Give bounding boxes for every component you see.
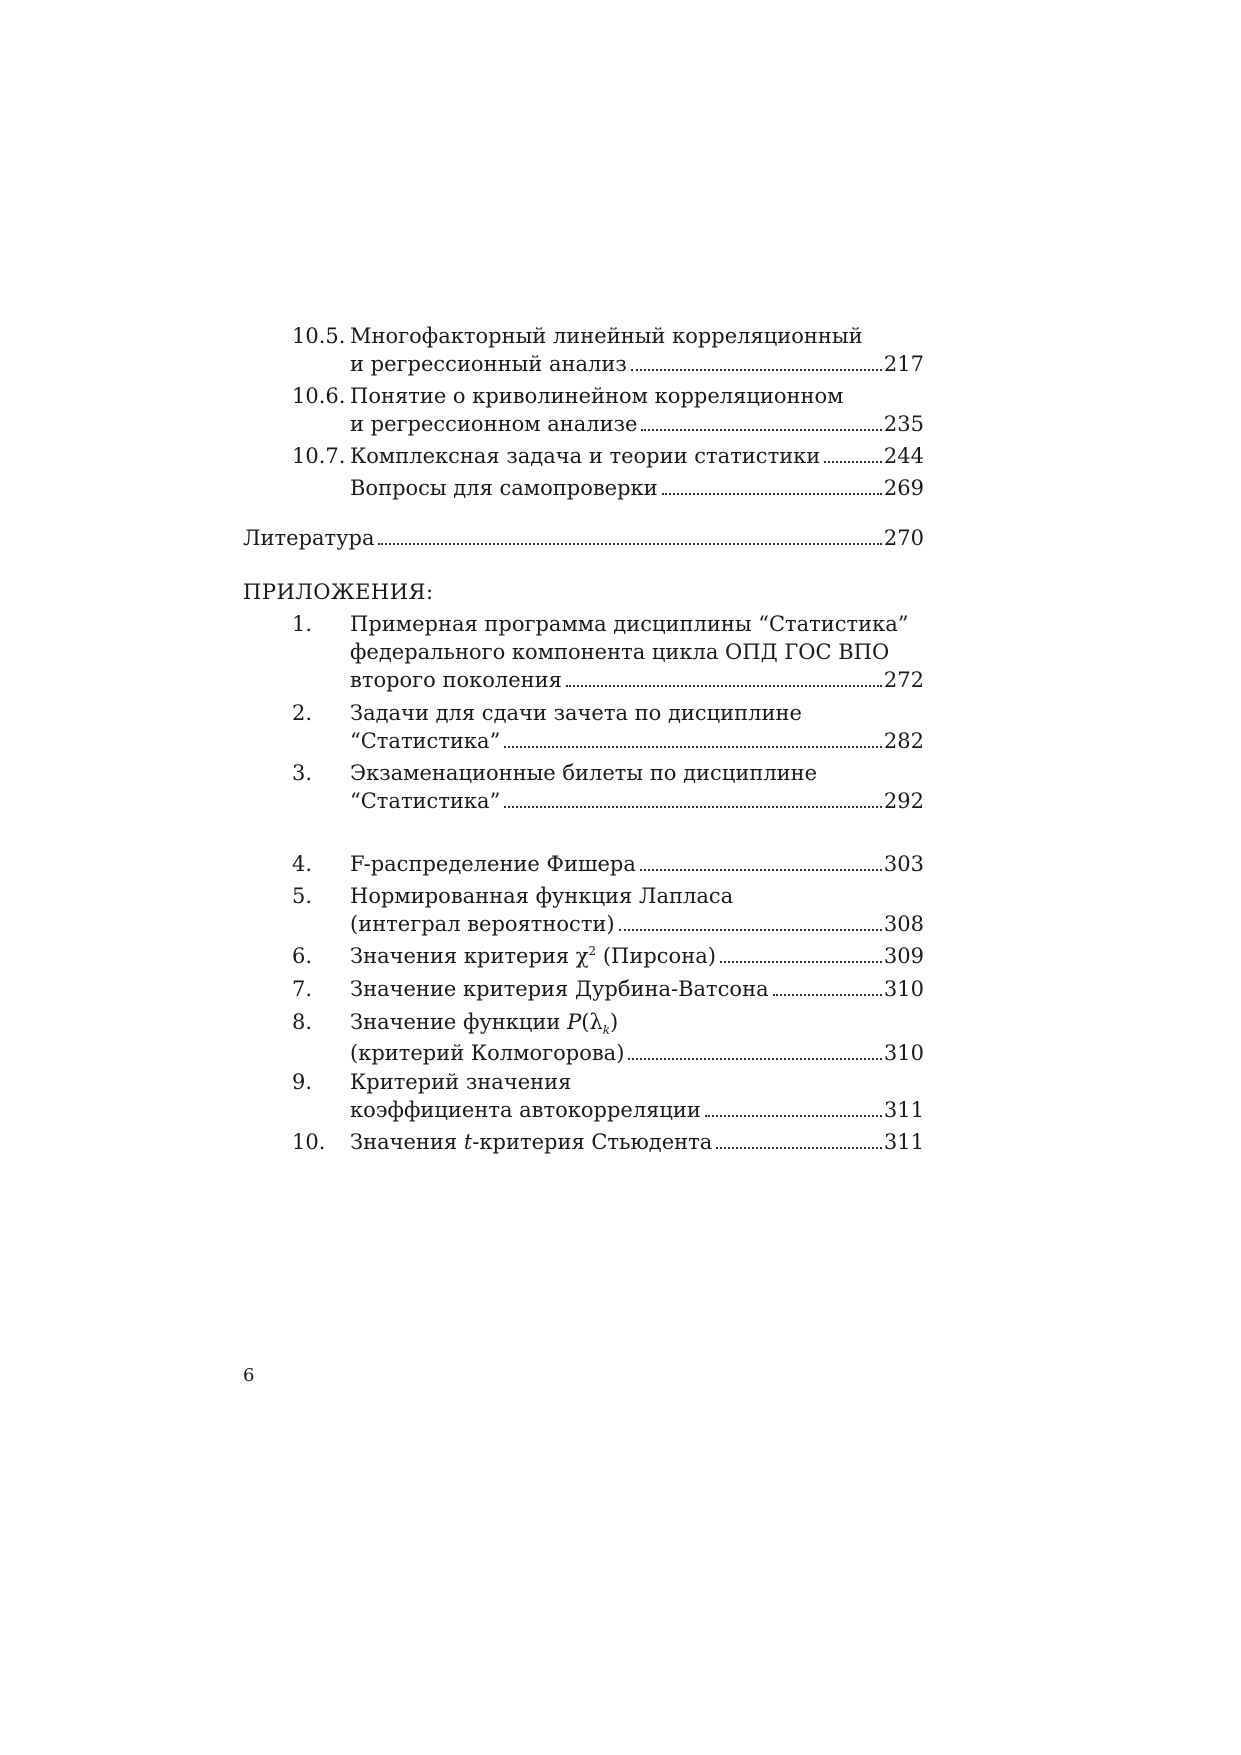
entry-title-line: Экзаменационные билеты по дисциплине	[350, 761, 818, 785]
entry-title-line: Литература	[243, 526, 375, 550]
dot-leader	[662, 493, 882, 495]
dot-leader	[705, 1115, 882, 1117]
entry-title-line: Примерная программа дисциплины “Статистика”	[350, 612, 909, 636]
entry-number: 10.6.	[292, 384, 346, 408]
dot-leader	[720, 961, 882, 963]
entry-number: 9.	[292, 1070, 313, 1094]
entry-title-line: Задачи для сдачи зачета по дисциплине	[350, 701, 802, 725]
entry-page: 292	[883, 789, 924, 813]
entry-page: 217	[883, 352, 924, 376]
entry-title-line: (интеграл вероятности)	[350, 912, 615, 936]
entry-title-line: Значения критерия $\chi^2$ (Пирсона)	[350, 944, 716, 968]
entry-page: 303	[883, 852, 924, 876]
dot-leader	[566, 685, 882, 687]
dot-leader	[640, 869, 882, 871]
entry-title-line: Комплексная задача и теории статистики	[350, 444, 821, 468]
entry-number: 1.	[292, 612, 313, 636]
dot-leader	[628, 1058, 882, 1060]
toc-entry-appendix-9[interactable]	[292, 1068, 924, 1124]
entry-number: 4.	[292, 852, 313, 876]
toc-entry-appendix-7[interactable]	[292, 975, 924, 1003]
entry-title-line: F-распределение Фишера	[350, 852, 636, 876]
dot-leader	[504, 746, 882, 748]
entry-page: 272	[883, 668, 924, 692]
entry-page: 235	[883, 412, 924, 436]
entry-number: 10.7.	[292, 444, 346, 468]
toc-entry-appendix-8[interactable]	[292, 1008, 924, 1067]
entry-title-line: Значения t-критерия Стьюдента	[350, 1130, 713, 1154]
entry-page: 311	[883, 1098, 924, 1122]
entry-page: 311	[883, 1130, 924, 1154]
entry-title-line: Значение критерия Дурбина-Ватсона	[350, 977, 769, 1001]
dot-leader	[641, 429, 881, 431]
toc-entry-appendix-3[interactable]	[292, 759, 924, 815]
entry-title-line: Нормированная функция Лапласа	[350, 884, 734, 908]
entry-number: 3.	[292, 761, 313, 785]
entry-title-line: Многофакторный линейный корреляционный	[350, 324, 863, 348]
dot-leader	[716, 1147, 882, 1149]
entry-title-line: Вопросы для самопроверки	[350, 476, 658, 500]
entry-page: 310	[883, 1041, 924, 1065]
toc-entry-literature[interactable]	[243, 524, 924, 552]
entry-page: 309	[883, 944, 924, 968]
dot-leader	[773, 994, 882, 996]
entry-title-line: Значение функции $P(\lambda_k)$	[350, 1010, 619, 1037]
dot-leader	[504, 806, 882, 808]
entry-title-line: коэффициента автокорреляции	[350, 1098, 701, 1122]
dot-leader	[378, 543, 881, 545]
toc-entry-appendix-10[interactable]	[292, 1128, 924, 1156]
entry-title-line: “Статистика”	[350, 789, 501, 813]
entry-number: 8.	[292, 1010, 313, 1034]
entry-number: 10.5.	[292, 324, 346, 348]
entry-number: 7.	[292, 977, 313, 1001]
entry-page: 270	[883, 526, 924, 550]
dot-leader	[824, 461, 882, 463]
entry-page: 269	[883, 476, 924, 500]
toc-entry-appendix-5[interactable]	[292, 882, 924, 938]
entry-page: 244	[883, 444, 924, 468]
appendix-heading: ПРИЛОЖЕНИЯ:	[243, 580, 434, 604]
toc-entry-appendix-6[interactable]	[292, 942, 924, 973]
entry-number: 2.	[292, 701, 313, 725]
toc-entry-10-5[interactable]	[292, 322, 924, 378]
entry-page: 308	[883, 912, 924, 936]
entry-title-line: Критерий значения	[350, 1070, 572, 1094]
entry-title-line: второго поколения	[350, 668, 562, 692]
entry-number: 5.	[292, 884, 313, 908]
entry-page: 310	[883, 977, 924, 1001]
entry-title-line: федерального компонента цикла ОПД ГОС ВПО	[350, 640, 890, 664]
entry-number: 10.	[292, 1130, 326, 1154]
entry-title-line: и регрессионном анализе	[350, 412, 638, 436]
toc-entry-appendix-1[interactable]	[292, 610, 924, 694]
toc-entry-10-6[interactable]	[292, 382, 924, 438]
entry-title-line: Понятие о криволинейном корреляционном	[350, 384, 844, 408]
entry-number: 6.	[292, 944, 313, 968]
entry-title-line: и регрессионный анализ	[350, 352, 627, 376]
toc-entry-appendix-4[interactable]	[292, 850, 924, 878]
toc-entry-10-7[interactable]	[292, 442, 924, 470]
toc-entry-appendix-2[interactable]	[292, 699, 924, 755]
dot-leader	[619, 929, 882, 931]
entry-page: 282	[883, 729, 924, 753]
toc-entry-self-check[interactable]	[292, 474, 924, 502]
page-number: 6	[243, 1365, 255, 1386]
entry-title-line: “Статистика”	[350, 729, 501, 753]
dot-leader	[631, 369, 882, 371]
entry-title-line: (критерий Колмогорова)	[350, 1041, 625, 1065]
